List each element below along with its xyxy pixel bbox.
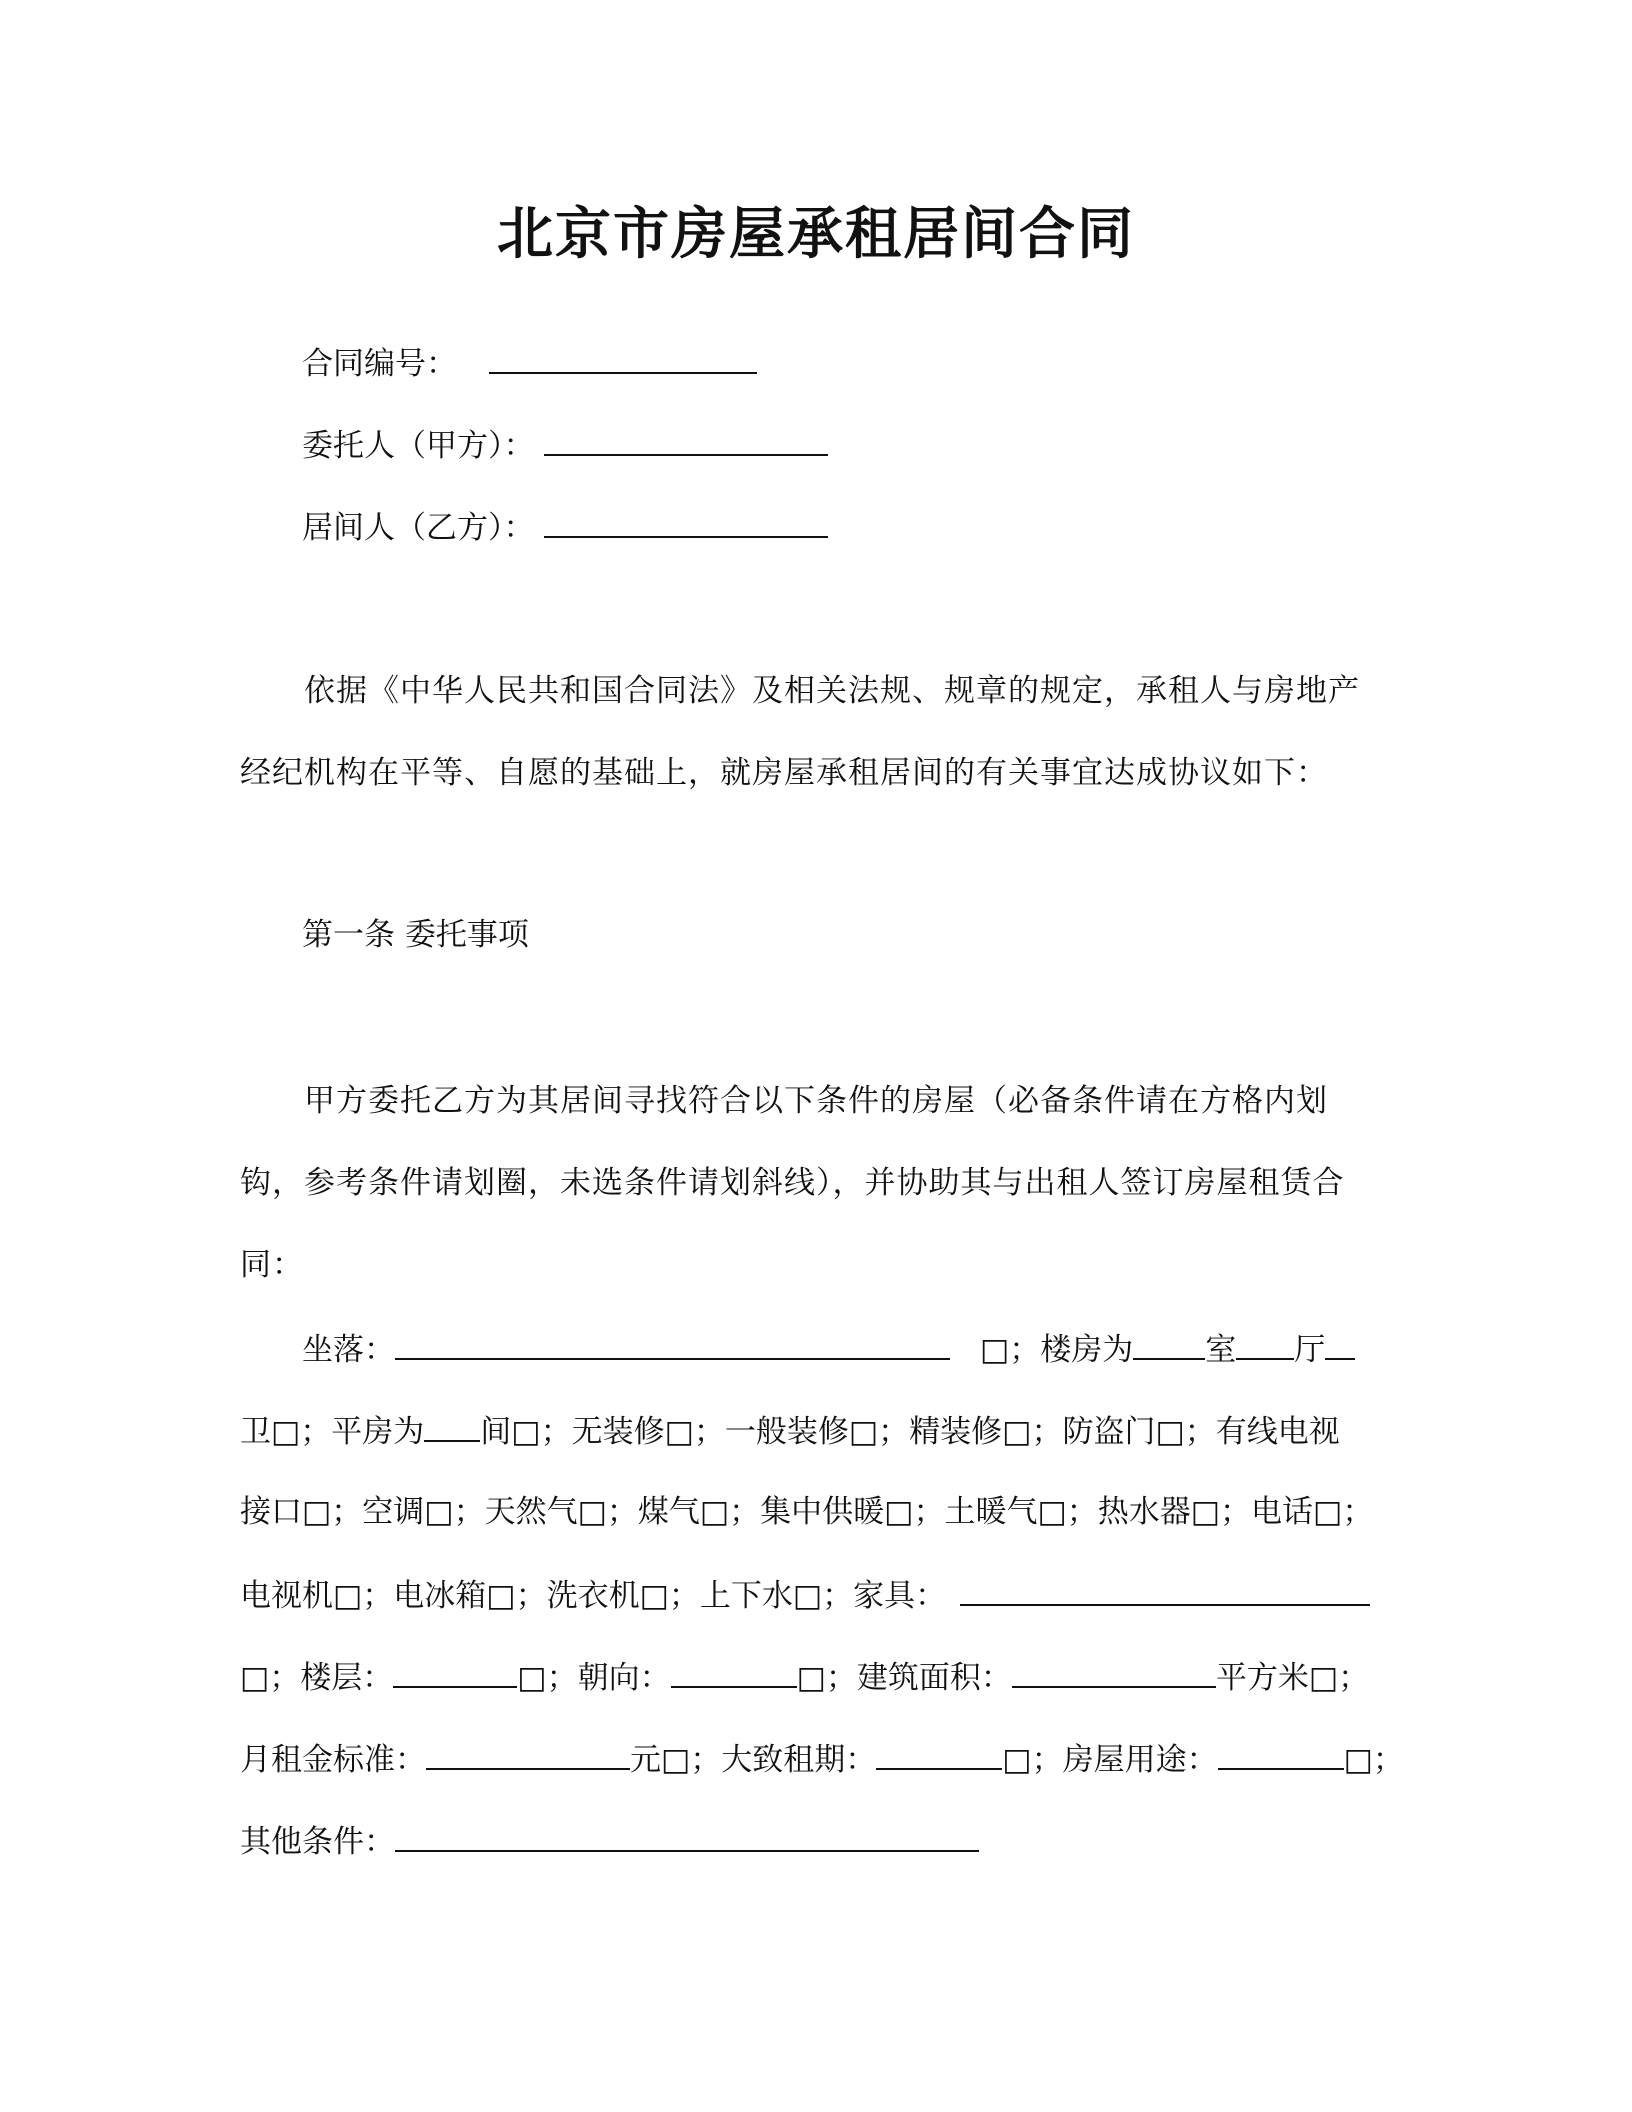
rent-label: 月租金标准： — [240, 1742, 426, 1778]
article-1-text: 甲方委托乙方为其居间寻找符合以下条件的房屋（必备条件请在方格内划钩，参考条件请划圈，未选条件请划斜线），并协助其与出租人签订房屋租赁合同： — [240, 1083, 1345, 1283]
agent-row — [302, 506, 828, 548]
halls-blank[interactable] — [1236, 1328, 1294, 1360]
orientation-label: □；朝向： — [517, 1660, 671, 1696]
area-blank[interactable] — [1012, 1656, 1216, 1688]
location-blank[interactable] — [395, 1328, 950, 1360]
area-unit: 平方米□； — [1215, 1660, 1370, 1696]
client-label: 委托人（甲方）： — [302, 428, 535, 464]
appliances-label: 电视机□；电冰箱□；洗衣机□；上下水□；家具： — [240, 1578, 947, 1614]
usage-label: □；房屋用途： — [1002, 1742, 1218, 1778]
location-label: 坐落： — [302, 1332, 395, 1368]
lease-term-blank[interactable] — [876, 1738, 1002, 1770]
condition-line-4 — [240, 1574, 1370, 1616]
other-conditions-label: 其他条件： — [240, 1824, 395, 1860]
condition-line-6 — [240, 1738, 1404, 1780]
agent-label: 居间人（乙方）： — [302, 510, 535, 546]
client-blank[interactable] — [544, 424, 828, 456]
building-label: □；楼房为 — [980, 1332, 1134, 1368]
floor-blank[interactable] — [393, 1656, 517, 1688]
agent-blank[interactable] — [544, 506, 828, 538]
contract-number-row — [302, 342, 757, 384]
condition-line-1 — [302, 1328, 1355, 1370]
condition-line-7 — [240, 1820, 979, 1862]
condition-line-3: 接口□；空调□；天然气□；煤气□；集中供暖□；土暖气□；热水器□；电话□； — [240, 1494, 1374, 1530]
bathroom-and-bungalow-label: 卫□；平房为 — [240, 1414, 425, 1450]
condition-line-5 — [240, 1656, 1369, 1698]
rent-blank[interactable] — [426, 1738, 630, 1770]
condition-line-2 — [240, 1410, 1340, 1452]
decoration-options: 间□；无装修□；一般装修□；精装修□；防盗门□；有线电视 — [480, 1414, 1340, 1450]
furniture-blank[interactable] — [960, 1574, 1370, 1606]
hall-unit: 厅 — [1294, 1332, 1326, 1368]
area-label: □；建筑面积： — [796, 1660, 1012, 1696]
baths-blank[interactable] — [1325, 1328, 1355, 1360]
bungalow-rooms-blank[interactable] — [424, 1410, 480, 1442]
article-1-heading: 第一条 委托事项 — [302, 917, 529, 953]
other-conditions-blank[interactable] — [395, 1820, 979, 1852]
intro-paragraph: 依据《中华人民共和国合同法》及相关法规、规章的规定，承租人与房地产经纪机构在平等、自愿的基础上，就房屋承租居间的有关事宜达成协议如下： — [240, 673, 1360, 791]
contract-number-label: 合同编号： — [302, 346, 457, 382]
usage-blank[interactable] — [1218, 1738, 1344, 1770]
orientation-blank[interactable] — [671, 1656, 797, 1688]
usage-box: □； — [1343, 1742, 1404, 1778]
page-title: 北京市房屋承租居间合同 — [497, 202, 1135, 267]
rooms-blank[interactable] — [1133, 1328, 1205, 1360]
room-unit: 室 — [1205, 1332, 1237, 1368]
lease-term-label: 元□；大致租期： — [630, 1742, 877, 1778]
contract-number-blank[interactable] — [489, 342, 757, 374]
client-row — [302, 424, 828, 466]
floor-label: □；楼层： — [240, 1660, 394, 1696]
